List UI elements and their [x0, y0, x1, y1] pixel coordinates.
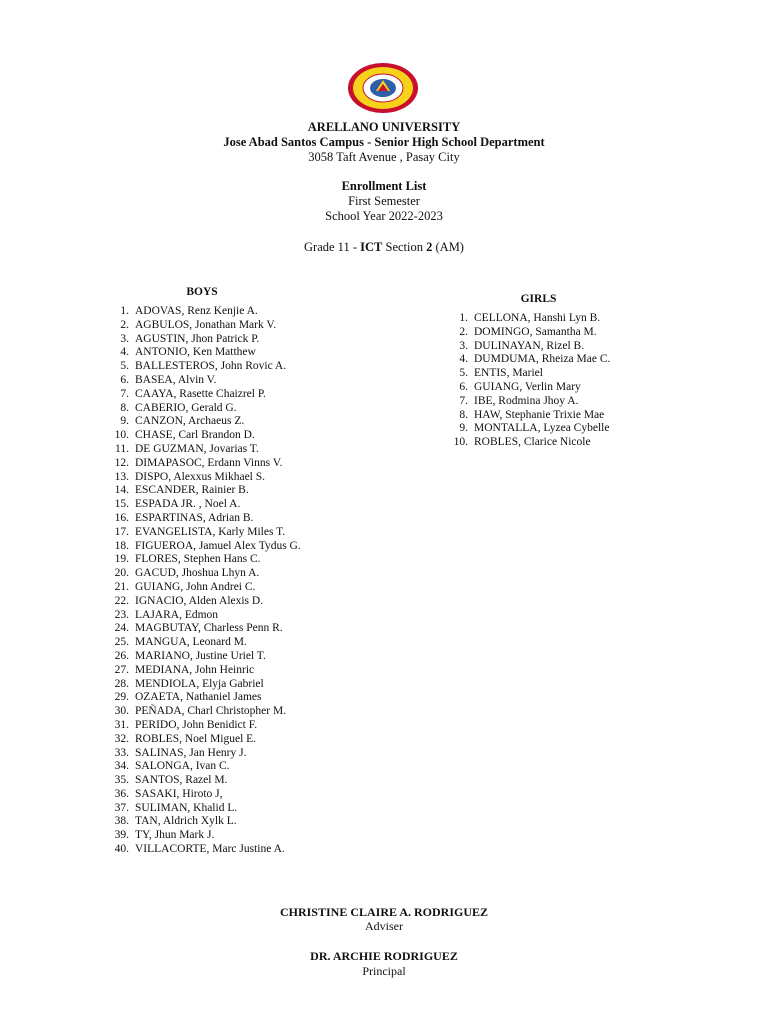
- list-number: 17.: [114, 525, 129, 538]
- list-item: [446, 395, 631, 409]
- student-name: EVANGELISTA, Karly Miles T.: [135, 525, 286, 538]
- student-name: MARIANO, Justine Uriel T.: [135, 649, 266, 662]
- list-item: [107, 374, 301, 388]
- list-number: 2.: [459, 325, 468, 338]
- student-name: IGNACIO, Alden Alexis D.: [135, 594, 264, 607]
- student-name: MEDIANA, John Heinric: [135, 663, 255, 676]
- list-item: [107, 691, 301, 705]
- list-number: 16.: [114, 511, 129, 524]
- list-number: 15.: [114, 498, 129, 511]
- school-year: School Year 2022-2023: [325, 209, 443, 223]
- list-item: [107, 443, 301, 457]
- student-name: CABERIO, Gerald G.: [135, 401, 237, 414]
- list-item: [107, 333, 301, 347]
- list-item: [107, 567, 301, 581]
- list-number: 34.: [114, 760, 129, 773]
- list-item: [107, 484, 301, 498]
- list-item: [107, 346, 301, 360]
- list-item: [446, 381, 631, 395]
- student-name: CAAYA, Rasette Chaizrel P.: [135, 387, 266, 400]
- list-number: 29.: [114, 691, 129, 704]
- list-number: 13.: [114, 470, 129, 483]
- student-name: ESPADA JR. , Noel A.: [135, 498, 241, 511]
- student-name: BALLESTEROS, John Rovic A.: [135, 360, 287, 373]
- list-number: 5.: [459, 367, 468, 380]
- girls-list: [446, 312, 631, 450]
- student-name: DULINAYAN, Rizel B.: [474, 339, 585, 352]
- list-number: 6.: [459, 380, 468, 393]
- list-item: [107, 622, 301, 636]
- list-number: 35.: [114, 774, 129, 787]
- list-number: 7.: [459, 394, 468, 407]
- student-name: ROBLES, Noel Miguel E.: [135, 732, 257, 745]
- campus-address: 3058 Taft Avenue , Pasay City: [308, 150, 460, 164]
- boys-column: [107, 286, 301, 857]
- list-item: [107, 402, 301, 416]
- section-number: 2: [426, 240, 433, 254]
- list-number: 27.: [114, 663, 129, 676]
- list-item: [107, 388, 301, 402]
- list-number: 26.: [114, 649, 129, 662]
- list-number: 31.: [114, 718, 129, 731]
- student-name: HAW, Stephanie Trixie Mae: [474, 408, 605, 421]
- student-name: MONTALLA, Lyzea Cybelle: [474, 422, 610, 435]
- document-title: Enrollment List: [341, 179, 427, 193]
- list-number: 38.: [114, 815, 129, 828]
- list-item: [107, 843, 301, 857]
- list-item: [107, 678, 301, 692]
- student-name: SASAKI, Hiroto J,: [135, 787, 223, 800]
- list-number: 33.: [114, 746, 129, 759]
- list-number: 8.: [120, 401, 129, 414]
- list-number: 40.: [114, 843, 129, 856]
- list-number: 21.: [114, 580, 129, 593]
- list-number: 3.: [459, 339, 468, 352]
- student-name: CANZON, Archaeus Z.: [135, 415, 245, 428]
- list-item: [107, 774, 301, 788]
- list-item: [107, 360, 301, 374]
- list-number: 39.: [114, 829, 129, 842]
- student-name: MANGUA, Leonard M.: [135, 636, 247, 649]
- student-name: PERIDO, John Benidict F.: [135, 718, 258, 731]
- principal-name: DR. ARCHIE RODRIGUEZ: [310, 949, 458, 963]
- boys-list: [107, 305, 301, 857]
- student-name: DIMAPASOC, Erdann Vinns V.: [135, 456, 283, 469]
- list-number: 10.: [114, 429, 129, 442]
- list-number: 10.: [453, 436, 468, 449]
- student-name: PEÑADA, Charl Christopher M.: [135, 705, 287, 718]
- list-item: [446, 326, 631, 340]
- list-number: 4.: [120, 346, 129, 359]
- list-item: [107, 498, 301, 512]
- university-name: ARELLANO UNIVERSITY: [307, 120, 461, 134]
- student-name: AGBULOS, Jonathan Mark V.: [135, 318, 277, 331]
- list-number: 12.: [114, 456, 129, 469]
- session: (AM): [432, 240, 464, 254]
- list-item: [107, 650, 301, 664]
- student-name: CELLONA, Hanshi Lyn B.: [474, 312, 601, 324]
- list-number: 36.: [114, 787, 129, 800]
- student-name: IBE, Rodmina Jhoy A.: [474, 394, 579, 407]
- grade-section: [0, 240, 768, 255]
- list-number: 7.: [120, 387, 129, 400]
- list-item: [446, 353, 631, 367]
- list-item: [107, 471, 301, 485]
- student-name: ROBLES, Clarice Nicole: [474, 436, 591, 449]
- list-number: 8.: [459, 408, 468, 421]
- list-number: 22.: [114, 594, 129, 607]
- list-number: 24.: [114, 622, 129, 635]
- list-item: [107, 526, 301, 540]
- list-number: 2.: [120, 318, 129, 331]
- list-number: 18.: [114, 539, 129, 552]
- student-name: DUMDUMA, Rheiza Mae C.: [474, 353, 611, 366]
- student-name: FIGUEROA, Jamuel Alex Tydus G.: [135, 539, 301, 552]
- list-item: [107, 760, 301, 774]
- student-name: MENDIOLA, Elyja Gabriel: [135, 677, 264, 690]
- list-item: [446, 367, 631, 381]
- section-word: Section: [382, 240, 427, 254]
- student-name: BASEA, Alvin V.: [135, 373, 217, 386]
- list-number: 23.: [114, 608, 129, 621]
- list-number: 9.: [459, 422, 468, 435]
- student-name: ANTONIO, Ken Matthew: [135, 346, 256, 359]
- student-name: LAJARA, Edmon: [135, 608, 219, 621]
- student-name: GACUD, Jhoshua Lhyn A.: [135, 567, 260, 580]
- student-name: TY, Jhun Mark J.: [135, 829, 215, 842]
- student-name: OZAETA, Nathaniel James: [135, 691, 262, 704]
- list-item: [107, 664, 301, 678]
- list-item: [107, 815, 301, 829]
- list-number: 14.: [114, 484, 129, 497]
- adviser-title: Adviser: [365, 919, 403, 933]
- student-name: DOMINGO, Samantha M.: [474, 325, 597, 338]
- girls-column: [446, 293, 631, 450]
- student-name: ENTIS, Mariel: [474, 367, 543, 380]
- student-name: MAGBUTAY, Charless Penn R.: [135, 622, 283, 635]
- principal-title: Principal: [362, 964, 406, 978]
- semester: First Semester: [348, 194, 420, 208]
- list-number: 6.: [120, 373, 129, 386]
- student-name: GUIANG, Verlin Mary: [474, 380, 581, 393]
- campus-department: Jose Abad Santos Campus - Senior High School Department: [223, 135, 545, 149]
- list-item: [107, 305, 301, 319]
- university-seal-icon: [345, 62, 421, 114]
- list-number: 32.: [114, 732, 129, 745]
- list-number: 5.: [120, 360, 129, 373]
- student-name: CHASE, Carl Brandon D.: [135, 429, 255, 442]
- list-item: [446, 409, 631, 423]
- list-item: [107, 457, 301, 471]
- list-item: [107, 733, 301, 747]
- list-item: [107, 319, 301, 333]
- student-name: ESCANDER, Rainier B.: [135, 484, 249, 497]
- list-item: [107, 540, 301, 554]
- list-number: 30.: [114, 705, 129, 718]
- list-item: [107, 581, 301, 595]
- student-name: ESPARTINAS, Adrian B.: [135, 511, 254, 524]
- list-item: [107, 609, 301, 623]
- student-name: ADOVAS, Renz Kenjie A.: [135, 305, 258, 317]
- list-item: [107, 802, 301, 816]
- student-name: SULIMAN, Khalid L.: [135, 801, 238, 814]
- list-item: [107, 512, 301, 526]
- list-number: 1.: [120, 305, 129, 317]
- student-name: SALINAS, Jan Henry J.: [135, 746, 247, 759]
- list-item: [107, 747, 301, 761]
- boys-heading: BOYS: [186, 286, 218, 298]
- grade-label: Grade 11 -: [304, 240, 361, 254]
- list-item: [446, 312, 631, 326]
- list-item: [446, 436, 631, 450]
- list-number: 19.: [114, 553, 129, 566]
- student-name: VILLACORTE, Marc Justine A.: [135, 843, 285, 856]
- student-name: DISPO, Alexxus Mikhael S.: [135, 470, 266, 483]
- list-number: 4.: [459, 353, 468, 366]
- list-number: 37.: [114, 801, 129, 814]
- list-item: [107, 705, 301, 719]
- list-number: 9.: [120, 415, 129, 428]
- list-item: [107, 415, 301, 429]
- list-item: [107, 788, 301, 802]
- list-item: [107, 553, 301, 567]
- adviser-name: CHRISTINE CLAIRE A. RODRIGUEZ: [279, 905, 489, 919]
- list-item: [446, 340, 631, 354]
- student-name: DE GUZMAN, Jovarias T.: [135, 442, 259, 455]
- list-number: 1.: [459, 312, 468, 324]
- list-number: 28.: [114, 677, 129, 690]
- student-name: SANTOS, Razel M.: [135, 774, 228, 787]
- strand: ICT: [360, 240, 383, 254]
- list-item: [107, 719, 301, 733]
- list-item: [446, 422, 631, 436]
- list-number: 11.: [115, 442, 129, 455]
- list-item: [107, 429, 301, 443]
- student-name: FLORES, Stephen Hans C.: [135, 553, 261, 566]
- student-name: GUIANG, John Andrei C.: [135, 580, 256, 593]
- list-item: [107, 595, 301, 609]
- list-item: [107, 829, 301, 843]
- list-number: 20.: [114, 567, 129, 580]
- list-number: 3.: [120, 332, 129, 345]
- list-item: [107, 636, 301, 650]
- list-number: 25.: [114, 636, 129, 649]
- student-name: AGUSTIN, Jhon Patrick P.: [135, 332, 260, 345]
- student-name: TAN, Aldrich Xylk L.: [135, 815, 237, 828]
- student-name: SALONGA, Ivan C.: [135, 760, 230, 773]
- girls-heading: GIRLS: [520, 293, 557, 305]
